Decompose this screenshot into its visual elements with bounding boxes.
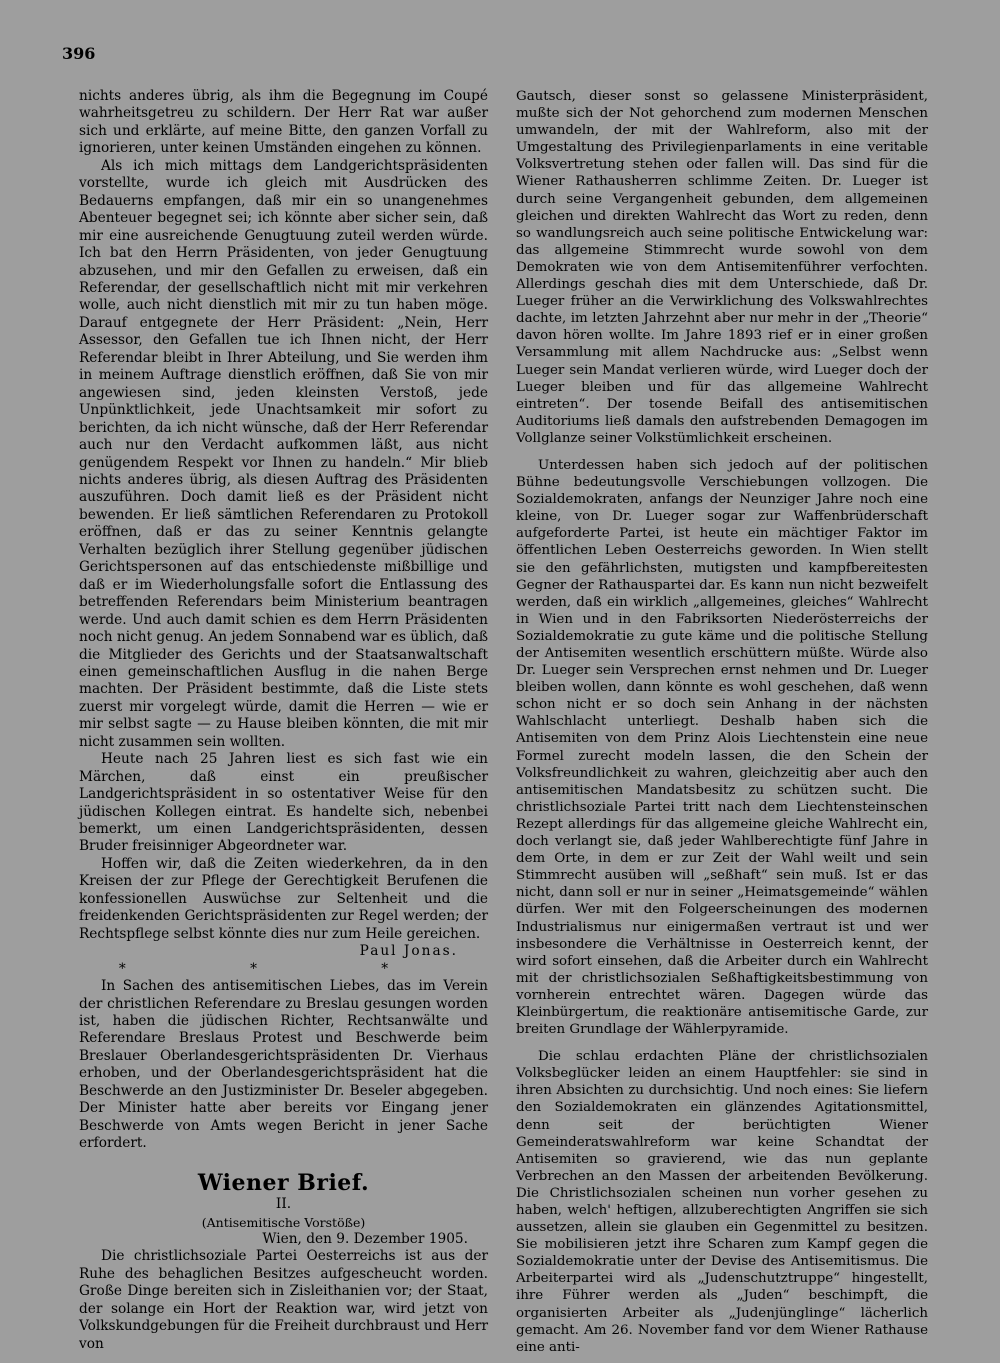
left-column bbox=[79, 88, 488, 1353]
section-separator: * * * bbox=[118, 960, 449, 977]
dateline: Wien, den 9. Dezember 1905. bbox=[262, 1231, 468, 1247]
article-subheading: (Antisemitische Vorstöße) bbox=[201, 1214, 366, 1230]
paragraph: Heute nach 25 Jahren liest es sich fast wie ein Märchen, daß einst ein preußischer Landgerichtspräsident in so ostentativer Weise für den jüdischen Kollegen eintrat. Es handelte sich, nebenbei bemerkt, um einen Landgerichtspräsidenten, dessen Bruder freisinniger Abgeordneter war. bbox=[79, 751, 488, 855]
paragraph: Die schlau erdachten Pläne der christlichsozialen Volksbeglücker leiden an einem Hauptfehler: sie sind in ihren Absichten zu durchsichtig. Und noch eines: Sie liefern den Sozialdemokraten ein glänzendes Agitationsmittel, denn seit der berüchtigten Wiener Gemeinderatswahlreform war keine Schandtat der Antisemiten so gravierend, wie das nun geplante Verbrechen an den Massen der arbeitenden Bevölkerung. Die Christlichsozialen scheinen nun vorher gesehen zu haben, welch' heftigen, allzuberechtigten Angriffen sie sich aussetzen, allein sie glauben ein Gegenmittel zu besitzen. Sie mobilisieren jetzt ihre Scharen zum Kampf gegen die Sozialdemokratie unter der Devise des Antisemitismus. Die Arbeiterpartei wird als „Judenschutztruppe“ hingestellt, ihre Führer werden als „Juden“ beschimpft, die organisierten Arbeiter als „Judenjünglinge“ lächerlich gemacht. Am 26. November fand vor dem Wiener Rathause eine anti- bbox=[516, 1049, 928, 1355]
paragraph: Die christlichsoziale Partei Oesterreichs ist aus der Ruhe des behaglichen Besitzes aufgescheucht worden. Große Dinge bereiten sich in Zisleithanien vor; der Staat, der solange ein Hort der Reaktion war, wird jetzt von Volkskundgebungen für die Freiheit durchbraust und Herr von bbox=[79, 1248, 488, 1352]
article-part-number: II. bbox=[275, 1196, 292, 1213]
paragraph: nichts anderes übrig, als ihm die Begegnung im Coupé wahrheitsgetreu zu schildern. Der Herr Rat war außer sich und erklärte, auf meine Bitte, den ganzen Vorfall zu ignorieren, unter keinen Umständen eingehen zu können. bbox=[79, 88, 488, 157]
paragraph: Unterdessen haben sich jedoch auf der politischen Bühne bedeutungsvolle Verschiebungen vollzogen. Die Sozialdemokraten, anfangs der Neunziger Jahre noch eine kleine, von Dr. Lueger sogar zur Waffenbrüderschaft aufgeforderte Partei, ist heute ein mächtiger Faktor im öffentlichen Leben Oesterreichs geworden. In Wien stellt sie den gefährlichsten, mutigsten und kampfbereitesten Gegner der Rathauspartei dar. Es kann nun nicht bezweifelt werden, daß ein wirklich „allgemeines, gleiches“ Wahlrecht in Wien und in den Fabriksorten Niederösterreichs der Sozialdemokratie zu gute käme und die politische Stellung der Antisemiten wesentlich erschüttern müßte. Würde also Dr. Lueger sein Versprechen ernst nehmen und Dr. Lueger bleiben wollen, dann könnte es wohl geschehen, daß wenn schon nicht er so doch sein Anhang in der nächsten Wahlschlacht unterliegt. Deshalb haben sich die Antisemiten von dem Prinz Alois Liechtenstein eine neue Formel zurecht modeln lassen, die den Schein der Volksfreundlichkeit zu wahren, gleichzeitig aber auch den antisemitischen Mandatsbesitz zu schützen sucht. Die christlichsoziale Partei tritt nach dem Liechtensteinschen Rezept allerdings für das allgemeine gleiche Wahlrecht ein, doch verlangt sie, daß jeder Wahlberechtigte fünf Jahre in dem Orte, in dem er zur Zeit der Wahl weilt und sein Stimmrecht ausüben will „seßhaft“ sein muß. Ist er das nicht, dann soll er nur in seiner „Heimatsgemeinde“ wählen dürfen. Wer mit den Folgeerscheinungen des modernen Industrialismus nur einigermaßen vertraut ist und wer insbesondere die Verhältnisse in Oesterreich kennt, der wird sofort einsehen, daß die Arbeiter durch ein Wahlrecht mit der christlichsozialen Seßhaftigkeitsbestimmung von vornherein entrechtet wären. Dagegen würde das Kleinbürgertum, die reaktionäre antisemitische Garde, zur breiten Grundlage der Wählerpyramide. bbox=[516, 457, 928, 1038]
paragraph: Gautsch, dieser sonst so gelassene Ministerpräsident, mußte sich der Not gehorchend zum modernen Menschen umwandeln, der mit der Wahlreform, also mit der Umgestaltung des Privilegienparlaments in eine veritable Volksvertretung stehen oder fallen will. Das sind für die Wiener Rathausherren schlimme Zeiten. Dr. Lueger ist durch seine Vergangenheit gebunden, dem allgemeinen gleichen und direkten Wahlrecht das Wort zu reden, denn so wandlungsreich auch seine politische Entwickelung war: das allgemeine Stimmrecht wurde sowohl von dem Demokraten wie von dem Antisemitenführer verfochten. Allerdings geschah dies mit dem Unterschiede, daß Dr. Lueger früher an die Verwirklichung des Volkswahlrechtes dachte, im letzten Jahrzehnt aber nur mehr in der „Theorie“ davon hören wollte. Im Jahre 1893 rief er in einer großen Versammlung mit allem Nachdrucke aus: „Selbst wenn Lueger sein Mandat verlieren würde, wird Lueger doch der Lueger bleiben und für das allgemeine Wahlrecht eintreten“. Der tosende Beifall des antisemitischen Auditoriums ließ damals den aufstrebenden Demagogen im Vollglanze seiner Volkstümlichkeit erscheinen. bbox=[516, 89, 928, 446]
article-headline: Wiener Brief. bbox=[197, 1169, 370, 1196]
paragraph: Als ich mich mittags dem Landgerichtspräsidenten vorstellte, wurde ich gleich mit Ausdrücken des Bedauerns empfangen, daß mir ein so unangenehmes Abenteuer begegnet sei; ich könnte aber sicher sein, daß mir eine ausreichende Genugtuung zuteil werden würde. Ich bat den Herrn Präsidenten, von jeder Genugtuung abzusehen, und mir den Gefallen zu erweisen, daß ein Referendar, der gesellschaftlich nicht mit mir verkehren wolle, auch nicht dienstlich mit mir zu tun haben möge. Darauf entgegnete der Herr Präsident: „Nein, Herr Assessor, den Gefallen tue ich Ihnen nicht, der Herr Referendar bleibt in Ihrer Abteilung, und Sie werden ihm in meinem Auftrage dienstlich eröffnen, daß Sie von mir angewiesen sind, jeden kleinsten Verstoß, jede Unpünktlichkeit, jede Unachtsamkeit mir sofort zu berichten, da ich nicht wünsche, daß der Herr Referendar auch nur den Verdacht aufkommen läßt, aus nicht genügendem Respekt vor Ihnen zu handeln.“ Mir blieb nichts anderes übrig, als diesen Auftrag des Präsidenten auszuführen. Doch damit ließ es der Präsident nicht bewenden. Er ließ sämtlichen Referendaren zu Protokoll eröffnen, daß er das zu seiner Kenntnis gelangte Verhalten bezüglich ihrer Stellung gegenüber jüdischen Gerichtspersonen auf das entschiedenste mißbillige und daß er im Wiederholungsfalle sofort die Entlassung des betreffenden Referendars beim Ministerium beantragen werde. Und auch damit schien es dem Herrn Präsidenten noch nicht genug. An jedem Sonnabend war es üblich, daß die Mitglieder des Gerichts und der Staatsanwaltschaft einen gemeinschaftlichen Ausflug in die nahen Berge machten. Der Präsident bestimmte, daß die Liste stets zuerst mir vorgelegt würde, damit die Herren — wie er mir selbst sagte — zu Hause bleiben könnten, die mit mir nicht zusammen sein wollten. bbox=[79, 157, 488, 750]
author-signature: Paul Jonas. bbox=[359, 943, 458, 960]
paragraph: In Sachen des antisemitischen Liebes, das im Verein der christlichen Referendare zu Breslau gesungen worden ist, haben die jüdischen Richter, Rechtsanwälte und Referendare Breslaus Protest und Beschwerde beim Breslauer Oberlandesgerichtspräsidenten Dr. Vierhaus erhoben, und der Oberlandesgerichtspräsident hat die Beschwerde an den Justizminister Dr. Beseler abgegeben. Der Minister hatte aber bereits vor Eingang jener Beschwerde von Amts wegen Bericht in jener Sache erfordert. bbox=[79, 978, 488, 1152]
right-column bbox=[516, 88, 928, 1356]
page-number: 396 bbox=[62, 44, 96, 63]
paragraph: Hoffen wir, daß die Zeiten wiederkehren, da in den Kreisen der zur Pflege der Gerechtigkeit Berufenen die konfessionellen Auswüchse zur Seltenheit und die freidenkenden Gerichtspräsidenten zur Regel werden; der Rechtspflege selbst könnte dies nur zum Heile gereichen. bbox=[79, 855, 488, 942]
